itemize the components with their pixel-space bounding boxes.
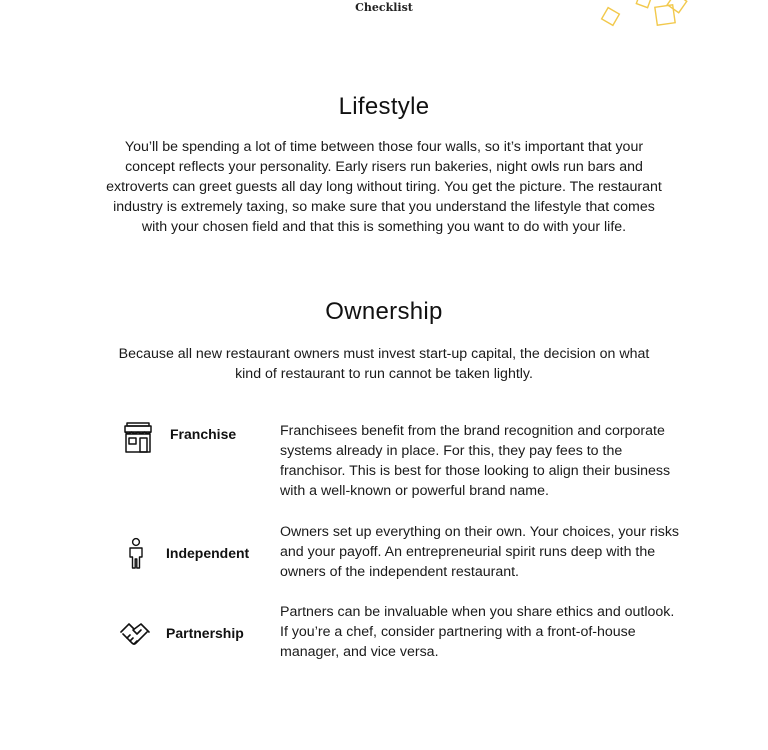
ownership-label-independent: Independent: [166, 545, 250, 561]
ownership-desc-independent: Owners set up everything on their own. Your choices, your risks and your payoff. An entrepreneurial spirit runs deep with the owners of the independent restaurant.: [280, 524, 680, 580]
page-header-title: Checklist: [355, 1, 413, 14]
ownership-intro: Because all new restaurant owners must invest start-up capital, the decision on what kind of restaurant to run cannot be taken lightly.: [118, 346, 650, 382]
ownership-desc-partnership: Partners can be invaluable when you share ethics and outlook. If you’re a chef, consider partnering with a front-of-house manager, and vice versa.: [280, 604, 675, 660]
ownership-desc-franchise: Franchisees benefit from the brand recognition and corporate systems already in place. For this, they pay fees to the franchisor. This is best for those looking to align their business with a well-known or powerful brand name.: [280, 423, 671, 499]
storefront-icon: [122, 421, 154, 455]
handshake-icon: [119, 618, 151, 652]
ownership-heading: Ownership: [325, 298, 443, 325]
lifestyle-heading: Lifestyle: [338, 93, 430, 120]
ownership-label-partnership: Partnership: [166, 625, 244, 641]
decorative-squares-icon: [590, 0, 700, 34]
ownership-label-franchise: Franchise: [170, 426, 237, 442]
person-icon: [120, 537, 152, 571]
lifestyle-paragraph: You’ll be spending a lot of time between those four walls, so it’s important that your concept reflects your personality. Early risers run bakeries, night owls run bars and extroverts can greet guests all day long without tiring. You get the picture. The restaurant industry is extremely taxing, so make sure that you understand the lifestyle that comes with your chosen field and that this is something you want to do with your life.: [106, 139, 662, 235]
